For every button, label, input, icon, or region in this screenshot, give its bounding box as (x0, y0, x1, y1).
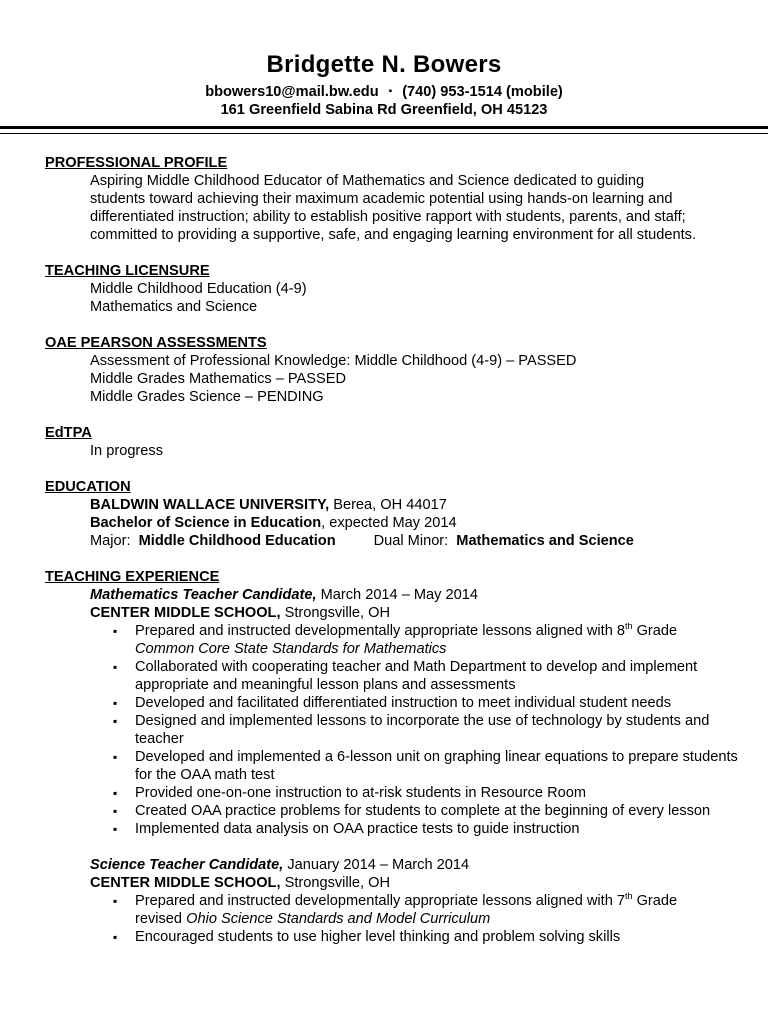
list-item: ▪ Designed and implemented lessons to incorporate the use of technology by students and teacher (135, 712, 745, 748)
contact-line (0, 83, 768, 101)
assessment-item: Middle Grades Mathematics – PASSED (90, 371, 347, 387)
job-school: CENTER MIDDLE SCHOOL, (90, 605, 281, 621)
list-item (135, 622, 745, 658)
university-name: BALDWIN WALLACE UNIVERSITY, (90, 497, 330, 513)
header-rule-thin (0, 133, 768, 134)
spacer (45, 838, 745, 856)
job-role-line (45, 856, 745, 874)
phone: (740) 953-1514 (mobile) (402, 84, 563, 100)
job-entry (45, 856, 745, 946)
job-role-line (45, 586, 745, 604)
job-bullets (45, 622, 745, 838)
section-education (45, 478, 745, 550)
edtpa-status: In progress (90, 443, 164, 459)
section-profile (45, 154, 745, 244)
separator-bullet: ▪ (388, 86, 393, 97)
university-location: Berea, OH 44017 (329, 497, 447, 513)
list-item (135, 892, 745, 928)
section-experience (45, 568, 745, 946)
profile-line: students toward achieving their maximum academic potential using hands-on learning and (90, 191, 673, 207)
major-line (45, 532, 745, 550)
expected-date: , expected May 2014 (321, 515, 457, 531)
section-title: PROFESSIONAL PROFILE (45, 155, 228, 171)
job-bullets (45, 892, 745, 946)
minor: Mathematics and Science (456, 533, 634, 549)
license-item: Mathematics and Science (90, 299, 258, 315)
resume-header (0, 50, 768, 119)
job-entry (45, 586, 745, 838)
school-line (45, 496, 745, 514)
degree: Bachelor of Science in Education (90, 515, 322, 531)
bullet-text: Prepared and instructed developmentally appropriate lessons aligned with 8 (135, 623, 626, 639)
section-title: OAE PEARSON ASSESSMENTS (45, 335, 267, 351)
job-school: CENTER MIDDLE SCHOOL, (90, 875, 281, 891)
degree-line (45, 514, 745, 532)
candidate-name: Bridgette N. Bowers (266, 51, 502, 78)
section-title: EdTPA (45, 425, 92, 441)
major-label: Major: (90, 533, 135, 549)
list-item: ▪ Created OAA practice problems for students to complete at the beginning of every lesson (135, 802, 745, 820)
bullet-text: Prepared and instructed developmentally appropriate lessons aligned with 7 (135, 893, 626, 909)
section-title: EDUCATION (45, 479, 131, 495)
email: bbowers10@mail.bw.edu (205, 84, 379, 100)
profile-line: committed to providing a supportive, safe, and engaging learning environment for all students. (90, 227, 696, 243)
standards-title: Ohio Science Standards and Model Curriculum (186, 911, 491, 927)
ordinal-suffix: th (625, 891, 633, 901)
assessment-item: Middle Grades Science – PENDING (90, 389, 324, 405)
list-item: ▪ Provided one-on-one instruction to at-risk students in Resource Room (135, 784, 745, 802)
license-item: Middle Childhood Education (4-9) (90, 281, 307, 297)
list-item: ▪ Developed and implemented a 6-lesson unit on graphing linear equations to prepare students for the OAA math test (135, 748, 745, 784)
list-item: ▪ Collaborated with cooperating teacher and Math Department to develop and implement appropriate and meaningful lesson plans and assessments (135, 658, 745, 694)
major: Middle Childhood Education (138, 533, 336, 549)
job-dates: January 2014 – March 2014 (283, 857, 470, 873)
job-location: Strongsville, OH (280, 875, 391, 891)
job-role: Mathematics Teacher Candidate, (90, 587, 317, 603)
job-school-line (45, 874, 745, 892)
profile-line: differentiated instruction; ability to establish positive rapport with students, parents, and staff; (90, 209, 686, 225)
job-school-line (45, 604, 745, 622)
section-title: TEACHING LICENSURE (45, 263, 210, 279)
section-oae (45, 334, 745, 406)
list-item: ▪ Implemented data analysis on OAA practice tests to guide instruction (135, 820, 745, 838)
address: 161 Greenfield Sabina Rd Greenfield, OH 45123 (220, 102, 548, 118)
section-edtpa (45, 424, 745, 460)
standards-title: Common Core State Standards for Mathematics (135, 641, 447, 657)
job-location: Strongsville, OH (280, 605, 391, 621)
profile-text (45, 172, 745, 244)
header-rule-thick (0, 126, 768, 129)
section-licensure (45, 262, 745, 316)
profile-line: Aspiring Middle Childhood Educator of Mathematics and Science dedicated to guiding (90, 173, 645, 189)
list-item: ▪ Developed and facilitated differentiated instruction to meet individual student needs (135, 694, 745, 712)
resume-body (45, 154, 745, 964)
list-item: ▪ Encouraged students to use higher level thinking and problem solving skills (135, 928, 745, 946)
section-title: TEACHING EXPERIENCE (45, 569, 220, 585)
minor-label: Dual Minor: (373, 533, 453, 549)
bullet-text-cont: Grade (632, 623, 678, 639)
bullet-text-cont: Grade (632, 893, 678, 909)
assessment-item: Assessment of Professional Knowledge: Middle Childhood (4-9) – PASSED (90, 353, 577, 369)
job-role: Science Teacher Candidate, (90, 857, 284, 873)
bullet-text-pre: revised (135, 911, 187, 927)
job-dates: March 2014 – May 2014 (316, 587, 478, 603)
ordinal-suffix: th (625, 621, 633, 631)
